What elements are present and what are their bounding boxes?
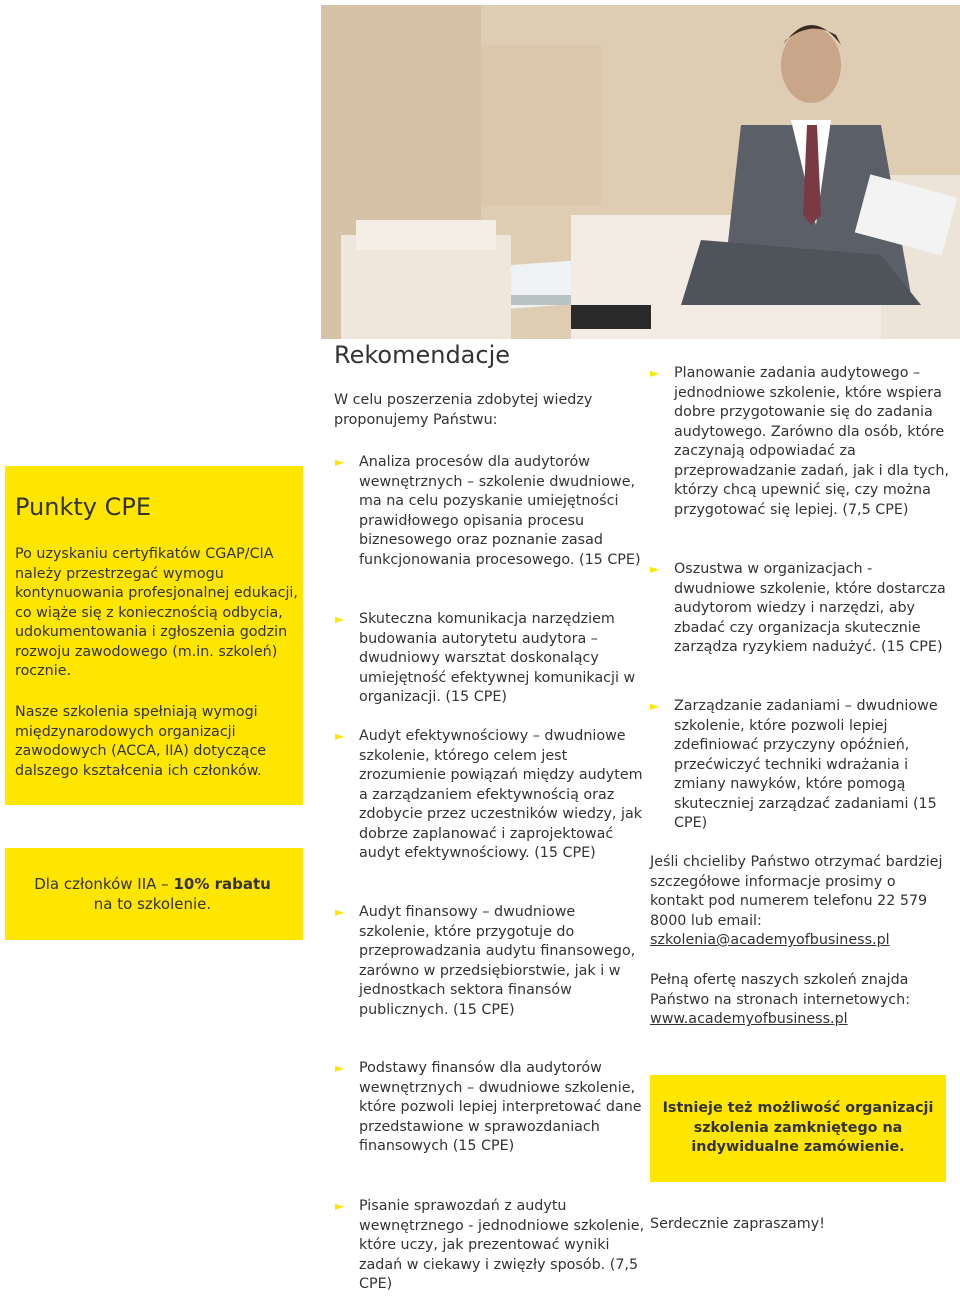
- closed-training-text: Istnieje też możliwość organizacji szkolenia zamkniętego na indywidualne zamówienie.: [662, 1100, 934, 1155]
- bullet-arrow-icon: ►: [335, 1061, 345, 1075]
- item-body: – dwudniowe szkolenie, którego celem jest zrozumienie powiązań między audytem a zarządzaniem efektywnością oraz zdobycie przez uczestników wiedzy, jak dobrze zaplanować i zaprojektować audyt efektywnościowy. (15 CPE): [359, 728, 643, 861]
- recommendation-item: [650, 364, 956, 520]
- item-head: Zarządzanie zadaniami: [674, 698, 841, 714]
- discount-suffix: na to szkolenie.: [93, 895, 212, 913]
- item-body: – dwudniowe szkolenie, które pozwoli lepiej zdefiniować przyczyny opóźnień, przećwiczyć techniki wdrażania i zmiany nawyków, które pomogą skuteczniej zarządzać zadaniami (15 CPE): [674, 698, 938, 831]
- recommendation-item: [335, 1059, 649, 1157]
- item-body: – jednodniowe szkolenie, które wspiera dobre przygotowanie się do zadania audytowego. Zarówno dla osób, które zaczynają odpowiadać za przeprowadzanie zadań, jak i dla tych, którzy chcą upewnić się, czy można przygotować się lepiej. (7,5 CPE): [674, 365, 950, 518]
- cpe-title: Punkty CPE: [15, 493, 152, 521]
- offer-text: [650, 971, 945, 1030]
- discount-text: [15, 874, 290, 914]
- website-link[interactable]: www.academyofbusiness.pl: [650, 1011, 848, 1027]
- closing-text: Serdecznie zapraszamy!: [650, 1216, 825, 1232]
- header-photo: [321, 5, 960, 339]
- recommendation-item: [335, 453, 649, 570]
- item-head: Pisanie sprawozdań z audytu wewnętrznego: [359, 1198, 567, 1234]
- bullet-arrow-icon: ►: [650, 562, 660, 576]
- recommendations-title: Rekomendacje: [334, 341, 511, 369]
- contact-info: Jeśli chcieliby Państwo otrzymać bardziej szczegółowe informacje prosimy o kontakt pod numerem telefonu 22 579 8000 lub email:: [650, 854, 943, 929]
- bullet-arrow-icon: ►: [335, 1199, 345, 1213]
- recommendation-item: [335, 610, 649, 708]
- recommendation-item: [650, 560, 956, 658]
- contact-text: [650, 853, 945, 951]
- bullet-arrow-icon: ►: [650, 366, 660, 380]
- item-head: Analiza procesów dla audytorów wewnętrznych: [359, 454, 590, 490]
- cpe-paragraph-2: Nasze szkolenia spełniają wymogi międzynarodowych organizacji zawodowych (ACCA, IIA) dotyczące dalszego kształcenia ich członków.: [15, 704, 267, 779]
- discount-bold: 10% rabatu: [173, 875, 271, 893]
- item-head: Planowanie zadania audytowego: [674, 365, 909, 381]
- bullet-arrow-icon: ►: [335, 905, 345, 919]
- bullet-arrow-icon: ►: [335, 729, 345, 743]
- cpe-paragraph-1: Po uzyskaniu certyfikatów CGAP/CIA należy przestrzegać wymogu kontynuowania profesjonalnej edukacji, co wiąże się z koniecznością odbycia, udokumentowania i zgłoszenia godzin rozwoju zawodowego (m.in. szkoleń) rocznie.: [15, 546, 298, 679]
- item-head: Audyt efektywnościowy: [359, 728, 529, 744]
- bullet-arrow-icon: ►: [335, 455, 345, 469]
- recommendations-intro: W celu poszerzenia zdobytej wiedzy proponujemy Państwu:: [334, 392, 593, 428]
- recommendation-item: [335, 903, 649, 1020]
- item-body: – szkolenie dwudniowe, ma na celu pozyskanie umiejętności prawidłowego opisania procesu biznesowego oraz poznanie zasad funkcjonowania procesowego. (15 CPE): [359, 473, 641, 568]
- email-link[interactable]: szkolenia@academyofbusiness.pl: [650, 932, 890, 948]
- item-head: Audyt finansowy: [359, 904, 478, 920]
- recommendation-item: [335, 1197, 649, 1295]
- item-body: – dwudniowe szkolenie, które przygotuje do przeprowadzania audytu finansowego, zarówno w przedsiębiorstwie, jak i w jednostkach sektora finansów publicznych. (15 CPE): [359, 904, 636, 1018]
- discount-prefix: Dla członków IIA –: [34, 875, 174, 893]
- recommendation-item: [650, 697, 956, 834]
- bullet-arrow-icon: ►: [335, 612, 345, 626]
- item-body: – dwudniowy warsztat doskonalący umiejętność efektywnej komunikacji w organizacji. (15 CPE): [359, 630, 636, 705]
- item-head: Podstawy finansów dla audytorów wewnętrznych: [359, 1060, 602, 1096]
- item-head: Oszustwa w organizacjach: [674, 561, 863, 577]
- recommendation-item: [335, 727, 649, 864]
- bullet-arrow-icon: ►: [650, 699, 660, 713]
- item-head: Skuteczna komunikacja narzędziem budowania autorytetu audytora: [359, 611, 615, 647]
- item-body: – dwudniowe szkolenie, które pozwoli lepiej interpretować dane przedstawione w sprawozdaniach finansowych (15 CPE): [359, 1079, 642, 1154]
- offer-info: Pełną ofertę naszych szkoleń znajda Państwo na stronach internetowych:: [650, 972, 911, 1008]
- item-body: - jednodniowe szkolenie, które uczy, jak prezentować wyniki zadań w ciekawy i zwięzły sposób. (7,5 CPE): [359, 1217, 645, 1292]
- item-body: - dwudniowe szkolenie, które dostarcza audytorom wiedzy i narzędzi, aby zbadać czy organizacja skutecznie zarządza ryzykiem nadużyć. (15 CPE): [674, 561, 946, 655]
